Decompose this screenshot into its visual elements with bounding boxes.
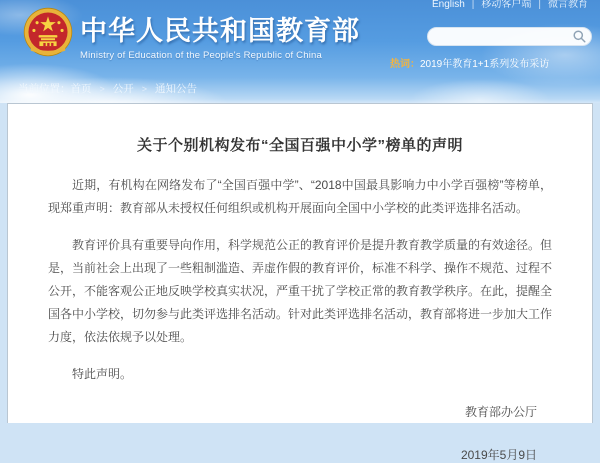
top-link-mobile-client[interactable]: 移动客户端	[481, 0, 532, 10]
divider: |	[538, 0, 541, 10]
article-paragraph: 教育评价具有重要导向作用，科学规范公正的教育评价是提升教育教学质量的有效途径。但是，当前社会上出现了一些粗制滥造、弄虚作假的教育评价，标准不科学、操作不规范、过程不公开，不能客观公正地反映学校真实状况，严重干扰了学校正常的教育教学秩序。在此，提醒全国各中小学校，切勿参与此类评选排名活动。针对此类评选排名活动，教育部将进一步加大工作力度，依法依规予以处理。	[48, 238, 553, 344]
site-title: 中华人民共和国教育部	[80, 16, 360, 46]
hot-words-label: 热词：	[390, 59, 420, 70]
article-title: 关于个别机构发布“全国百强中小学”榜单的声明	[136, 137, 463, 154]
article-paragraph: 近期，有机构在网络发布了“全国百强中学”、“2018中国最具影响力中小学百强榜”等榜单，现郑重声明：教育部从未授权任何组织或机构开展面向全国中小学校的此类评选排名活动。	[48, 178, 552, 215]
breadcrumb-item-notices[interactable]: 通知公告	[155, 83, 198, 95]
breadcrumb-prefix: 当前位置：	[18, 83, 71, 95]
search-box[interactable]	[427, 27, 592, 46]
site-subtitle: Ministry of Education of the People's Republic of China	[80, 50, 322, 61]
top-utility-links	[432, 0, 588, 9]
divider: |	[471, 0, 475, 10]
magnifier-icon	[573, 30, 586, 43]
article-paragraph: 特此声明。	[72, 367, 133, 381]
article-date: 2019年5月9日	[460, 448, 537, 462]
article-container	[7, 103, 593, 462]
breadcrumb-item-public[interactable]: 公开	[112, 83, 134, 95]
breadcrumb-item-home[interactable]: 首页	[70, 83, 92, 95]
breadcrumb-separator: >	[99, 84, 105, 94]
article-signature: 教育部办公厅	[464, 405, 537, 419]
search-input[interactable]	[438, 29, 571, 44]
search-button[interactable]	[571, 29, 587, 45]
national-emblem-icon	[23, 7, 73, 57]
breadcrumb-separator: >	[141, 84, 148, 94]
hot-words-link[interactable]: 2019年教育1+1系列发布采访	[420, 59, 550, 70]
top-link-weiyan-education[interactable]: 微言教育	[548, 0, 588, 10]
site-header	[0, 0, 600, 103]
top-link-english[interactable]: English	[431, 0, 465, 10]
hot-words-bar	[390, 55, 549, 70]
breadcrumb	[18, 81, 197, 96]
site-title-block	[80, 9, 360, 61]
